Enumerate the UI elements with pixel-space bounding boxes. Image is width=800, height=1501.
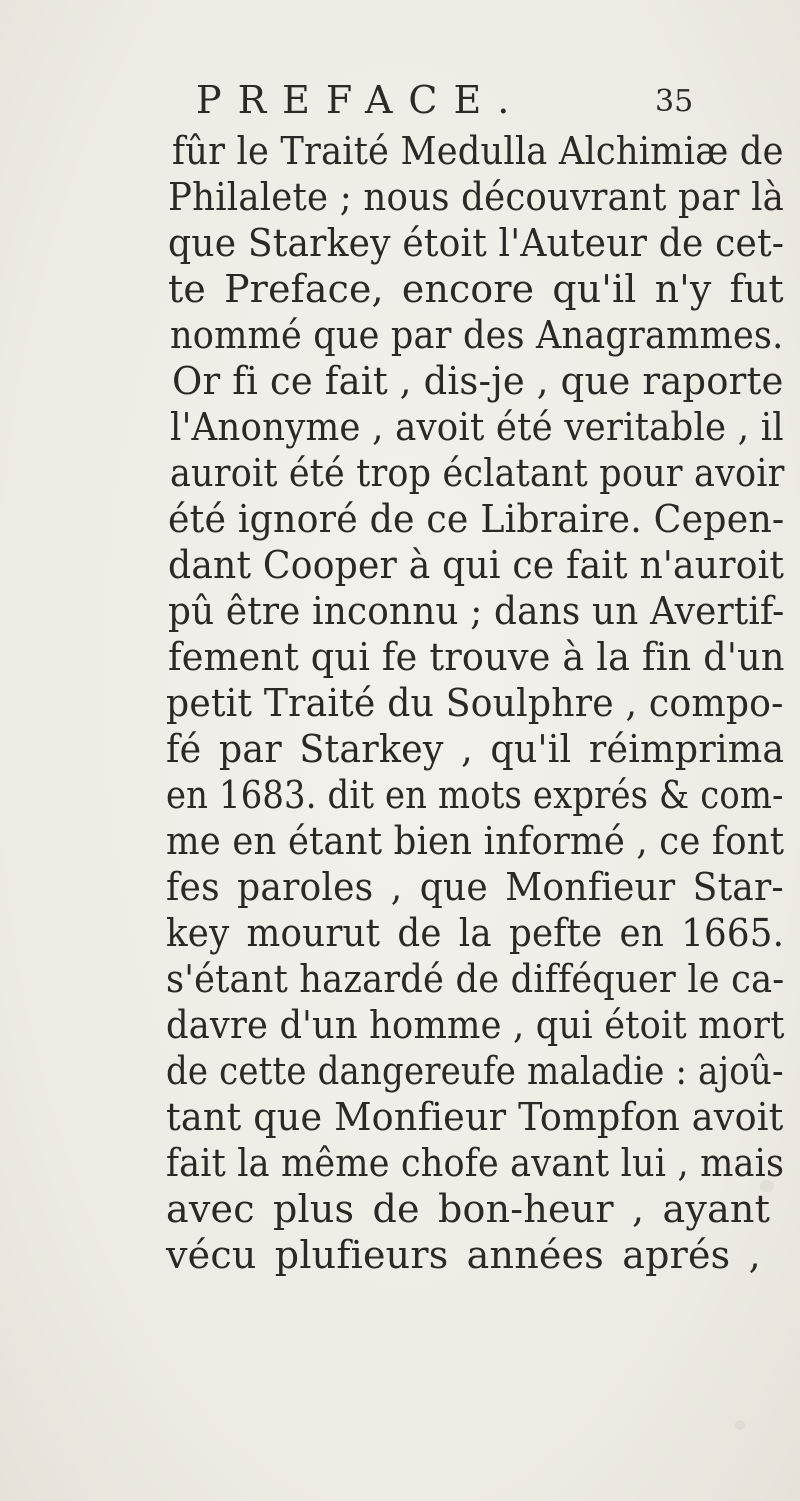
text-line: que Starkey étoit l'Auteur de cet- bbox=[168, 221, 785, 265]
text-line: en 1683. dit en mots exprés & com- bbox=[166, 773, 784, 817]
text-line: avec plus de bon-heur , ayant bbox=[166, 1187, 771, 1231]
text-line: davre d'un homme , qui étoit mort bbox=[166, 1003, 785, 1047]
text-line: de cette dangereufe maladie : ajoû- bbox=[166, 1049, 784, 1093]
text-line: petit Traité du Soulphre , compo- bbox=[166, 681, 784, 725]
paper-spot bbox=[735, 1420, 745, 1430]
text-line: te Preface, encore qu'il n'y fut bbox=[168, 267, 784, 311]
text-line: fait la même chofe avant lui , mais bbox=[166, 1141, 785, 1185]
text-line: tant que Monfieur Tompfon avoit bbox=[166, 1095, 784, 1139]
text-line: Or fi ce fait , dis-je , que raporte bbox=[172, 359, 784, 403]
text-line: vécu plufieurs années aprés , bbox=[166, 1233, 761, 1277]
text-line: auroit été trop éclatant pour avoir bbox=[170, 451, 785, 495]
text-line: fé par Starkey , qu'il réimprima bbox=[166, 727, 785, 771]
text-line: fement qui fe trouve à la fin d'un bbox=[168, 635, 785, 679]
text-line: fes paroles , que Monfieur Star- bbox=[166, 865, 784, 909]
text-line: fûr le Traité Medulla Alchimiæ de bbox=[172, 129, 784, 173]
page-header bbox=[0, 78, 800, 128]
page-number: 35 bbox=[655, 84, 694, 119]
text-line: été ignoré de ce Libraire. Cepen- bbox=[168, 497, 785, 541]
text-line: Philalete ; nous découvrant par là bbox=[168, 175, 785, 219]
text-line: key mourut de la pefte en 1665. bbox=[166, 911, 785, 955]
text-line: dant Cooper à qui ce fait n'auroit bbox=[168, 543, 785, 587]
text-line: l'Anonyme , avoit été veritable , il bbox=[170, 405, 784, 449]
text-line: pû être inconnu ; dans un Avertif- bbox=[168, 589, 785, 633]
text-line: nommé que par des Anagrammes. bbox=[170, 313, 784, 357]
text-line: s'étant hazardé de difféquer le ca- bbox=[166, 957, 785, 1001]
text-line: me en étant bien informé , ce font bbox=[166, 819, 785, 863]
running-head: PREFACE. bbox=[196, 78, 526, 122]
